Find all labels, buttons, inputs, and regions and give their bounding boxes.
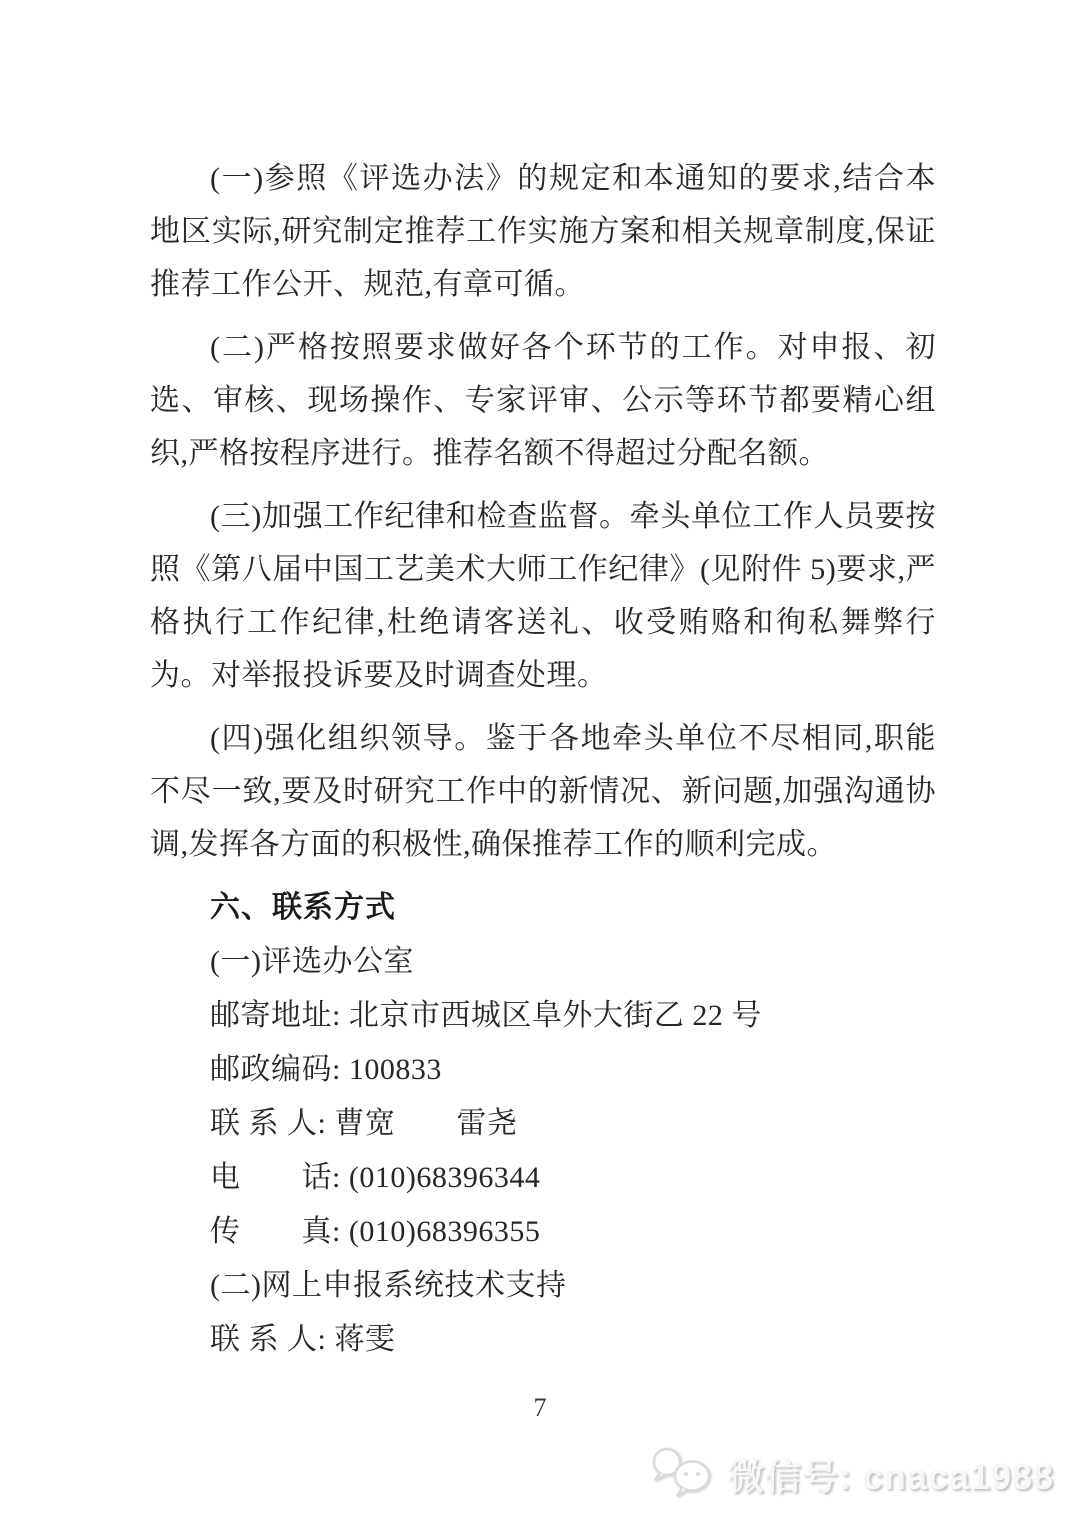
contact-line-address: 邮寄地址: 北京市西城区阜外大街乙 22 号 — [210, 999, 762, 1032]
wechat-watermark — [648, 1446, 1054, 1503]
wechat-icon — [648, 1446, 720, 1503]
contact-line-persons: 联 系 人: 曹宽 雷尧 — [210, 1107, 518, 1140]
contact-line-fax: 传 真: (010)68396355 — [210, 1215, 541, 1248]
document-body — [150, 152, 936, 1367]
contact-line-tech-person: 联 系 人: 蒋雯 — [210, 1323, 396, 1356]
contact-line-postcode: 邮政编码: 100833 — [210, 1053, 442, 1086]
contact-line-phone: 电 话: (010)68396344 — [210, 1161, 541, 1194]
contact-line-office: (一)评选办公室 — [210, 945, 414, 978]
body-paragraph-3: (三)加强工作纪律和检查监督。牵头单位工作人员要按照《第八届中国工艺美术大师工作纪律》(见附件 5)要求,严格执行工作纪律,杜绝请客送礼、收受贿赂和徇私舞弊行为。对举报投诉要及时调查处理。 — [150, 500, 936, 692]
wechat-id-label: 微信号: cnaca1988 — [727, 1456, 1054, 1497]
page-number: 7 — [533, 1393, 547, 1422]
section-heading-contact: 六、联系方式 — [210, 891, 396, 924]
body-paragraph-4: (四)强化组织领导。鉴于各地牵头单位不尽相同,职能不尽一致,要及时研究工作中的新情况、新问题,加强沟通协调,发挥各方面的积极性,确保推荐工作的顺利完成。 — [150, 722, 936, 861]
body-paragraph-2: (二)严格按照要求做好各个环节的工作。对申报、初选、审核、现场操作、专家评审、公示等环节都要精心组织,严格按程序进行。推荐名额不得超过分配名额。 — [150, 331, 936, 470]
contact-line-tech-support: (二)网上申报系统技术支持 — [210, 1269, 567, 1302]
body-paragraph-1: (一)参照《评选办法》的规定和本通知的要求,结合本地区实际,研究制定推荐工作实施方案和相关规章制度,保证推荐工作公开、规范,有章可循。 — [150, 162, 936, 301]
